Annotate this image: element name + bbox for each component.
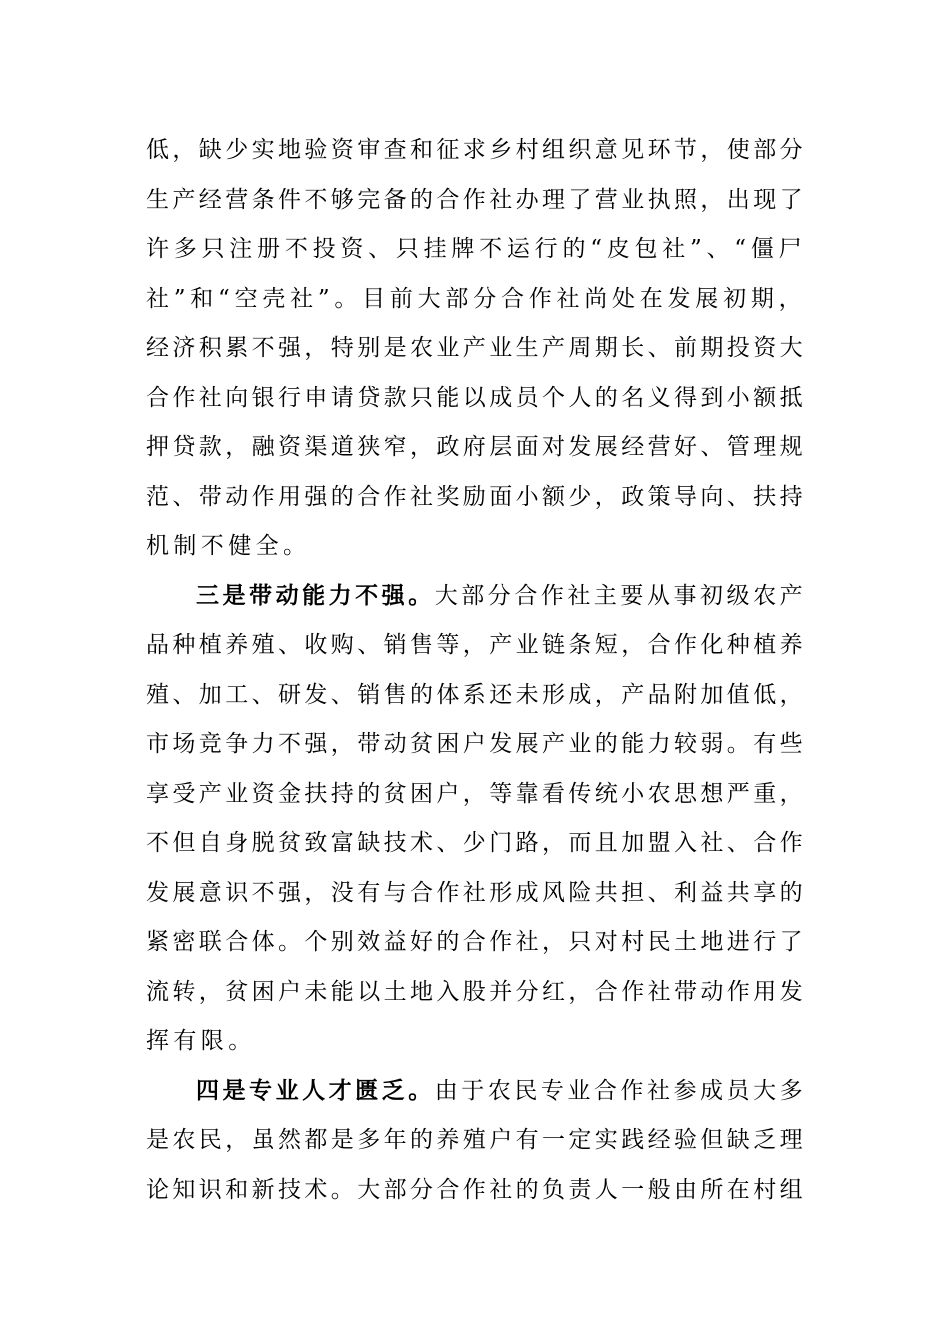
text-line: 机制不健全。 (146, 533, 311, 559)
paragraph-2 (146, 572, 806, 1067)
text-line: 押贷款，融资渠道狭窄，政府层面对发展经营好、管理规 (146, 434, 806, 460)
text-run: 由于农民专业合作社参成员大多 (434, 1077, 806, 1104)
text-line: 挥有限。 (146, 1028, 256, 1054)
section-heading: 四是专业人才匮乏。 (196, 1077, 435, 1104)
text-line (146, 1067, 806, 1117)
text-line: 生产经营条件不够完备的合作社办理了营业执照，出现了 (146, 186, 806, 213)
text-line: 不但自身脱贫致富缺技术、少门路，而且加盟入社、合作 (146, 830, 806, 856)
text-line: 发展意识不强，没有与合作社形成风险共担、利益共享的 (146, 879, 806, 906)
text-line: 合作社向银行申请贷款只能以成员个人的名义得到小额抵 (146, 384, 806, 411)
text-line: 低，缺少实地验资审查和征求乡村组织意见环节，使部分 (146, 137, 806, 163)
text-line: 是农民，虽然都是多年的养殖户有一定实践经验但缺乏理 (146, 1127, 806, 1153)
text-line: 品种植养殖、收购、销售等，产业链条短，合作化种植养 (146, 632, 806, 658)
text-line (146, 572, 806, 622)
paragraph-3 (146, 1067, 806, 1216)
text-line: 享受产业资金扶持的贫困户，等靠看传统小农思想严重， (146, 780, 806, 807)
text-line: 许多只注册不投资、只挂牌不运行的“皮包社”、“僵尸 (146, 236, 806, 262)
text-line: 经济积累不强，特别是农业产业生产周期长、前期投资大 (146, 335, 806, 361)
text-line: 殖、加工、研发、销售的体系还未形成，产品附加值低， (146, 681, 806, 708)
text-line: 紧密联合体。个别效益好的合作社，只对村民土地进行了 (146, 929, 806, 955)
text-run: 大部分合作社主要从事初级农产 (434, 582, 806, 609)
text-line: 社”和“空壳社”。目前大部分合作社尚处在发展初期， (146, 285, 806, 312)
text-line: 范、带动作用强的合作社奖励面小额少，政策导向、扶持 (146, 483, 806, 510)
document-page (146, 126, 806, 1215)
paragraph-1 (146, 126, 806, 572)
text-line: 市场竞争力不强，带动贫困户发展产业的能力较弱。有些 (146, 731, 806, 757)
section-heading: 三是带动能力不强。 (196, 582, 435, 609)
text-line: 流转，贫困户未能以土地入股并分红，合作社带动作用发 (146, 978, 806, 1005)
text-line: 论知识和新技术。大部分合作社的负责人一般由所在村组 (146, 1176, 806, 1203)
